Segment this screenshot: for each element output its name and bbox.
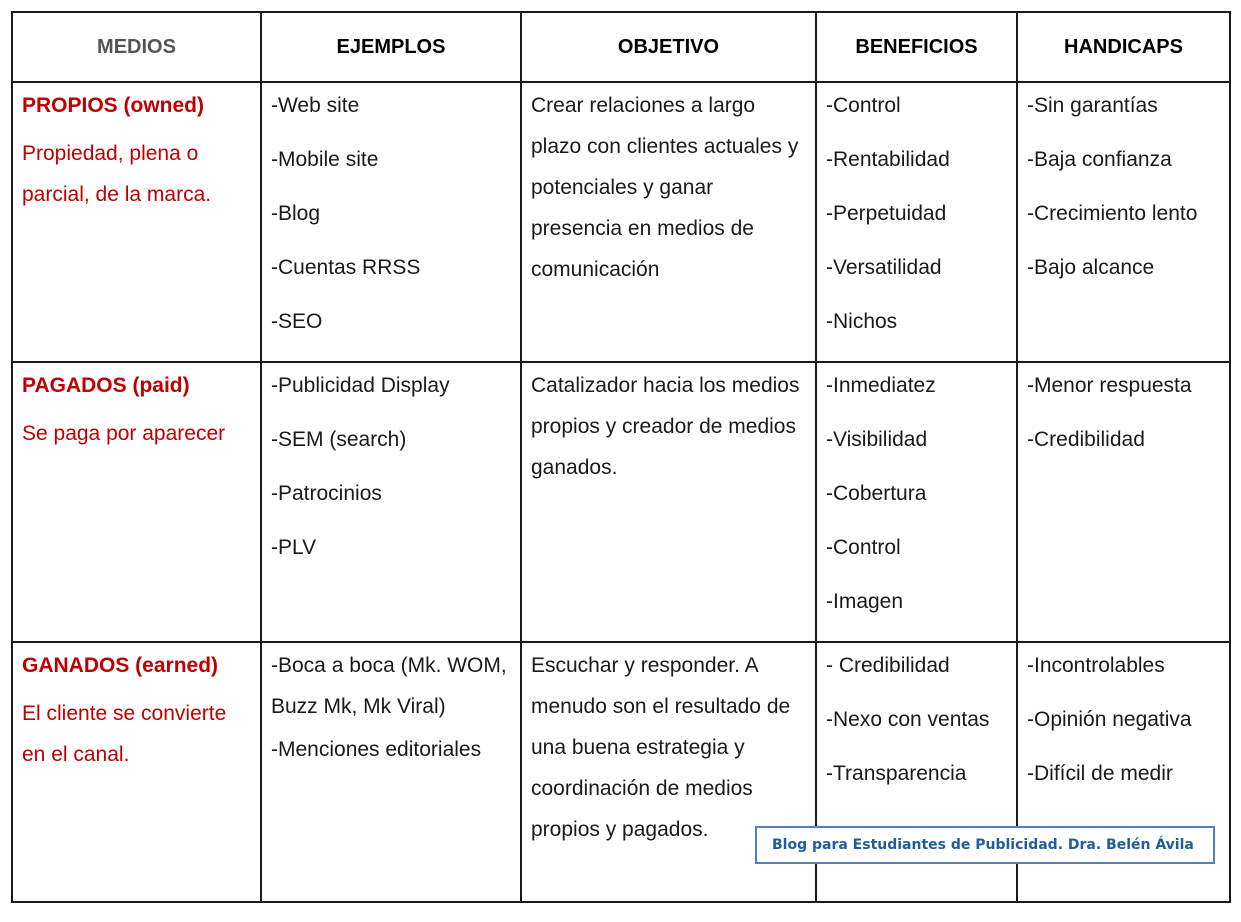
list-item: -Control bbox=[826, 94, 901, 117]
header-ejemplos: EJEMPLOS bbox=[261, 12, 521, 82]
handicaps-cell bbox=[1017, 362, 1230, 642]
handicaps-cell bbox=[1017, 82, 1230, 362]
list-item: -Imagen bbox=[826, 590, 904, 613]
medio-description: Propiedad, plena o parcial, de la marca. bbox=[22, 142, 212, 206]
list-item: -Rentabilidad bbox=[826, 148, 950, 171]
list-item: -Inmediatez bbox=[826, 374, 936, 397]
list-item: -Nexo con ventas bbox=[826, 708, 990, 731]
medio-description: Se paga por aparecer bbox=[22, 422, 226, 445]
header-row bbox=[12, 12, 1230, 82]
list-item: -Visibilidad bbox=[826, 428, 928, 451]
list-item: -Cuentas RRSS bbox=[271, 256, 421, 279]
objetivo-text: Catalizador hacia los medios propios y creador de medios ganados. bbox=[531, 374, 800, 479]
beneficios-cell bbox=[816, 82, 1017, 362]
objetivo-cell bbox=[521, 82, 816, 362]
ejemplos-cell bbox=[261, 82, 521, 362]
list-item: -Publicidad Display bbox=[271, 374, 450, 397]
header-objetivo: OBJETIVO bbox=[521, 12, 816, 82]
list-item: -Mobile site bbox=[271, 148, 379, 171]
list-item: -PLV bbox=[271, 536, 317, 559]
list-item: -Difícil de medir bbox=[1027, 762, 1173, 785]
list-item: - Credibilidad bbox=[826, 654, 950, 677]
list-item: -Menor respuesta bbox=[1027, 374, 1192, 397]
list-item: -Baja confianza bbox=[1027, 148, 1172, 171]
list-item: -SEO bbox=[271, 310, 323, 333]
list-item: -Transparencia bbox=[826, 762, 967, 785]
media-comparison-table bbox=[11, 11, 1231, 903]
list-item: -Crecimiento lento bbox=[1027, 202, 1198, 225]
list-item: -Patrocinios bbox=[271, 482, 382, 505]
objetivo-text: Escuchar y responder. A menudo son el resultado de una buena estrategia y coordinación de medios propios y pagados. bbox=[531, 654, 791, 841]
table-row-pagados bbox=[12, 362, 1230, 642]
medio-cell bbox=[12, 642, 261, 902]
ejemplos-cell bbox=[261, 642, 521, 902]
header-handicaps: HANDICAPS bbox=[1017, 12, 1230, 82]
list-item: -Bajo alcance bbox=[1027, 256, 1155, 279]
header-beneficios: BENEFICIOS bbox=[816, 12, 1017, 82]
list-item: -Sin garantías bbox=[1027, 94, 1158, 117]
medio-title: PROPIOS (owned) bbox=[22, 94, 205, 117]
medio-title: GANADOS (earned) bbox=[22, 654, 219, 677]
medio-description: El cliente se convierte en el canal. bbox=[22, 702, 227, 766]
list-item: -Nichos bbox=[826, 310, 898, 333]
ejemplos-cell bbox=[261, 362, 521, 642]
objetivo-text: Crear relaciones a largo plazo con clientes actuales y potenciales y ganar presencia en medios de comunicación bbox=[531, 94, 799, 281]
list-item: -Control bbox=[826, 536, 901, 559]
medio-cell bbox=[12, 362, 261, 642]
list-item: -Versatilidad bbox=[826, 256, 942, 279]
table-row-propios bbox=[12, 82, 1230, 362]
medio-cell bbox=[12, 82, 261, 362]
list-item: -Perpetuidad bbox=[826, 202, 947, 225]
header-medios: MEDIOS bbox=[12, 12, 261, 82]
list-item: -Boca a boca (Mk. WOM, Buzz Mk, Mk Viral) bbox=[271, 654, 507, 718]
blog-watermark: Blog para Estudiantes de Publicidad. Dra. Belén Ávila bbox=[755, 826, 1215, 864]
medio-title: PAGADOS (paid) bbox=[22, 374, 190, 397]
list-item: -SEM (search) bbox=[271, 428, 407, 451]
objetivo-cell bbox=[521, 362, 816, 642]
list-item: -Blog bbox=[271, 202, 321, 225]
list-item: -Credibilidad bbox=[1027, 428, 1145, 451]
list-item: -Cobertura bbox=[826, 482, 927, 505]
beneficios-cell bbox=[816, 362, 1017, 642]
list-item: -Web site bbox=[271, 94, 360, 117]
list-item: -Menciones editoriales bbox=[271, 738, 482, 761]
list-item: -Opinión negativa bbox=[1027, 708, 1192, 731]
list-item: -Incontrolables bbox=[1027, 654, 1165, 677]
